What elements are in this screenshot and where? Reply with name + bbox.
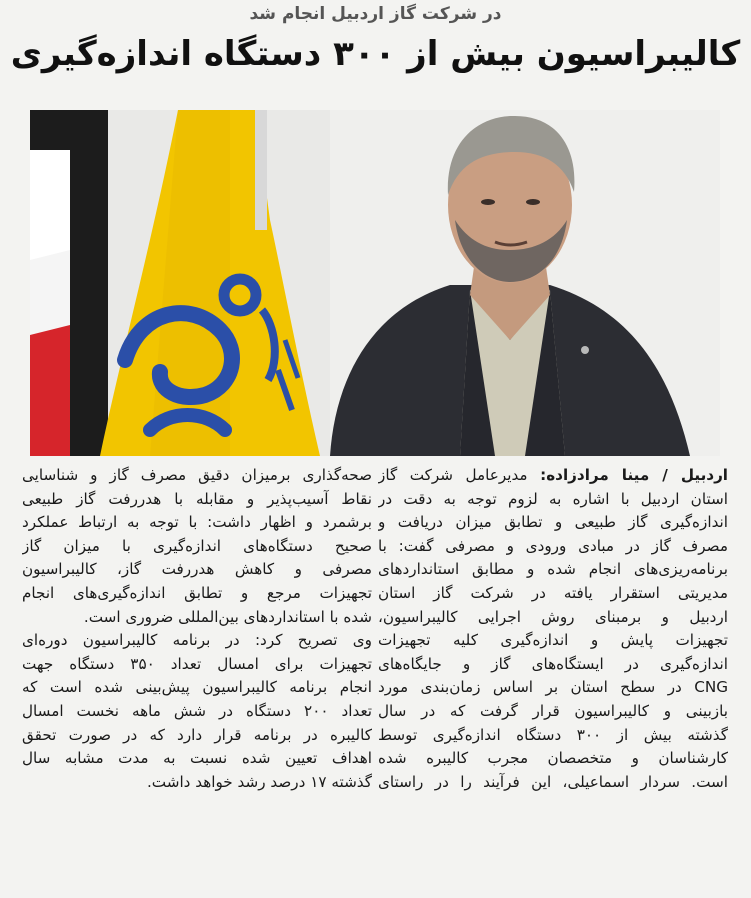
article-photo [30,110,720,456]
column-line: گذشته بیش از ۳۰۰ دستگاه اندازه‌گیری توسط [378,725,728,744]
column-line: بازبینی و کالیبراسیون قرار گرفت که در سال [378,701,728,720]
column-line: CNG در سطح استان بر اساس زمان‌بندی مورد [378,678,728,697]
article-headline: کالیبراسیون بیش از ۳۰۰ دستگاه اندازه‌گیری [10,34,741,74]
column-line: برشمرد و اظهار داشت: با توجه به ارتباط عملکرد [22,513,372,532]
article-column-right [378,464,728,898]
column-line: مصرفی و کاهش هدررفت گاز، کالیبراسیون [22,560,372,579]
column-line: مدیریتی استقرار یافته در شرکت گاز استان [378,583,728,602]
column-line: تجهیزات پایش و اندازه‌گیری کلیه تجهیزات [378,631,728,650]
column-line: نقاط آسیب‌پذیر و مقابله با هدررفت گاز طبیعی [22,489,372,508]
portrait-illustration [30,110,720,456]
column-line: صحه‌گذاری برمیزان دقیق مصرف گاز و شناسایی [22,466,372,484]
article-kicker: در شرکت گاز اردبیل انجام شد [249,4,502,24]
column-line: تعداد ۲۰۰ دستگاه در شش ماهه نخست امسال [22,701,372,720]
column-line: اهداف تعیین شده نسبت به مدت مشابه سال [22,749,372,768]
column-line: اردبیل و برمبنای روش اجرایی کالیبراسیون، [378,607,728,626]
column-line: صحیح دستگاه‌های اندازه‌گیری با میزان گاز [22,536,372,555]
column-line: تجهیزات برای امسال تعداد ۳۵۰ دستگاه جهت [22,654,372,673]
column-line: شده با استانداردهای بین‌المللی ضروری است. [83,607,372,626]
article-body [22,464,728,898]
column-line: تجهیزات مرجع و تطابق اندازه‌گیری‌های انجام [22,583,372,602]
column-line: انجام برنامه کالیبراسیون پیش‌بینی شده است که [22,678,372,697]
iran-flag-icon [30,150,70,456]
column-line: گذشته ۱۷ درصد رشد خواهد داشت. [146,772,372,791]
column-line: مصرف گاز در مبادی ورودی و مصرفی گفت: با [378,536,728,555]
column-line: اندازه‌گیری در ایستگاه‌های گاز و جایگاه‌های [378,654,728,673]
article-column-left [22,464,372,898]
column-line: است. سردار اسماعیلی، این فرآیند را در راستای [378,772,728,791]
column-line: اردبیل / مینا مرادزاده: مدیرعامل شرکت گاز [378,466,728,484]
column-line: کارشناسان و متخصصان مجرب کالیبره شده [378,749,728,768]
article-byline: اردبیل / مینا مرادزاده: [540,466,728,484]
column-line: برنامه‌ریزی‌های انجام شده و مطابق استانداردهای [378,560,728,579]
column-line: کالیبره در برنامه قرار دارد که در صورت تحقق [22,725,372,744]
column-line: وی تصریح کرد: در برنامه کالیبراسیون دوره‌ای [22,631,372,650]
column-line: استان اردبیل با اشاره به لزوم توجه به دقت در [378,489,728,508]
column-line: اندازه‌گیری گاز طبیعی و تطابق میزان دریافت و [378,513,728,532]
